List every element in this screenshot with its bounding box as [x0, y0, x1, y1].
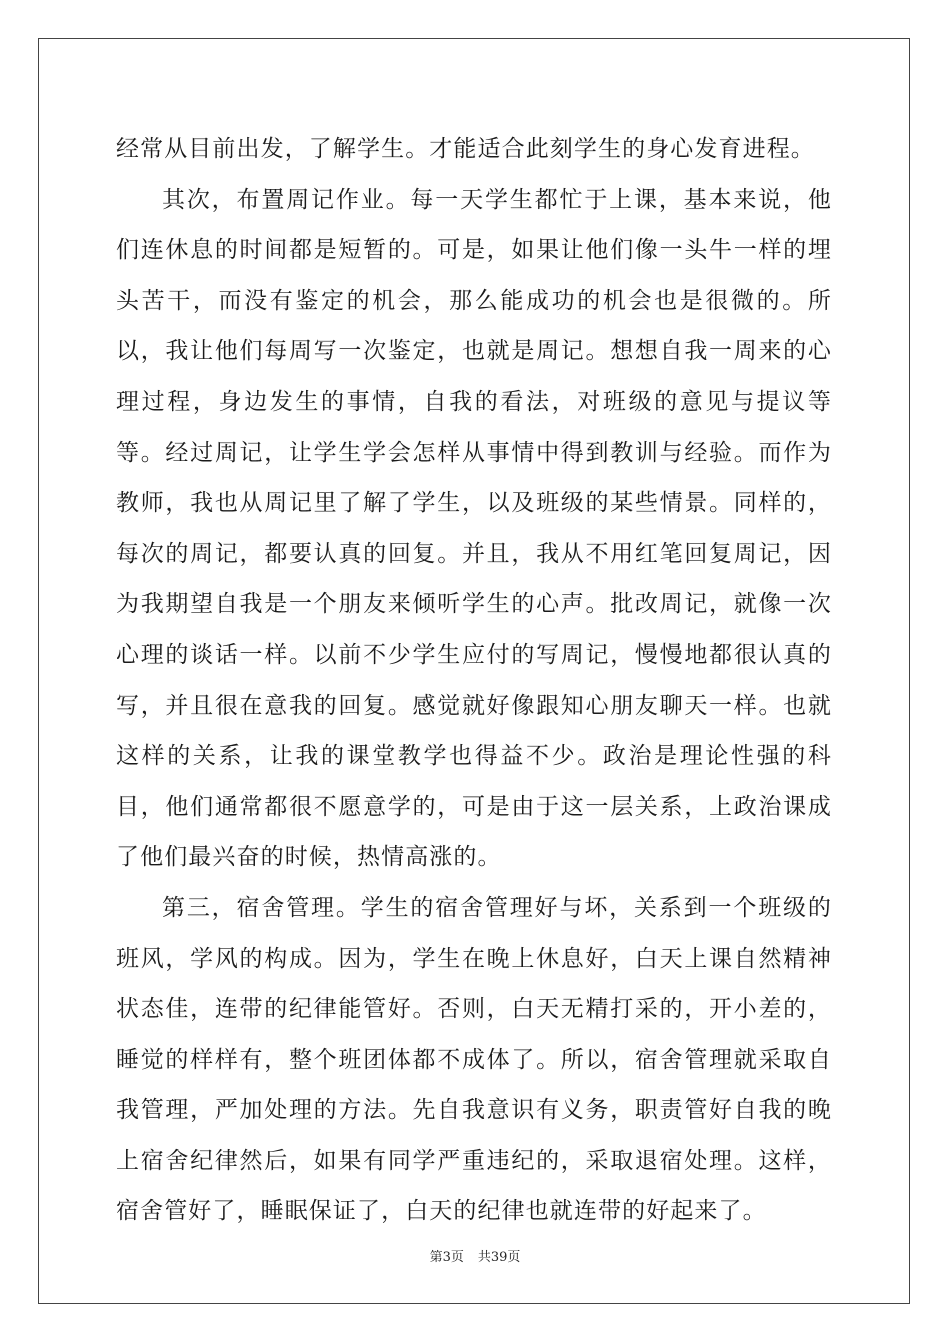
paragraph-3: 第三，宿舍管理。学生的宿舍管理好与坏，关系到一个班级的班风，学风的构成。因为，学生在晚上休息好，白天上课自然精神状态佳，连带的纪律能管好。否则，白天无精打采的，开小差的，睡觉的样样有，整个班团体都不成体了。所以，宿舍管理就采取自我管理，严加处理的方法。先自我意识有义务，职责管好自我的晚上宿舍纪律然后，如果有同学严重违纪的，采取退宿处理。这样，宿舍管好了，睡眠保证了，白天的纪律也就连带的好起来了。: [116, 894, 832, 1225]
page-number: 第3页: [429, 1250, 464, 1265]
paragraph-2: 其次，布置周记作业。每一天学生都忙于上课，基本来说，他们连休息的时间都是短暂的。可是，如果让他们像一头牛一样的埋头苦干，而没有鉴定的机会，那么能成功的机会也是很微的。所以，我让他们每周写一次鉴定，也就是周记。想想自我一周来的心理过程，身边发生的事情，自我的看法，对班级的意见与提议等等。经过周记，让学生学会怎样从事情中得到教训与经验。而作为教师，我也从周记里了解了学生，以及班级的某些情景。同样的，每次的周记，都要认真的回复。并且，我从不用红笔回复周记，因为我期望自我是一个朋友来倾听学生的心声。批改周记，就像一次心理的谈话一样。以前不少学生应付的写周记，慢慢地都很认真的写，并且很在意我的回复。感觉就好像跟知心朋友聊天一样。也就这样的关系，让我的课堂教学也得益不少。政治是理论性强的科目，他们通常都很不愿意学的，可是由于这一层关系，上政治课成了他们最兴奋的时候，热情高涨的。: [116, 186, 832, 871]
page-total: 共39页: [477, 1250, 521, 1265]
page-footer: [0, 1246, 950, 1265]
paragraph-1: 经常从目前出发，了解学生。才能适合此刻学生的身心发育进程。: [116, 136, 815, 162]
document-body: [116, 124, 832, 1237]
